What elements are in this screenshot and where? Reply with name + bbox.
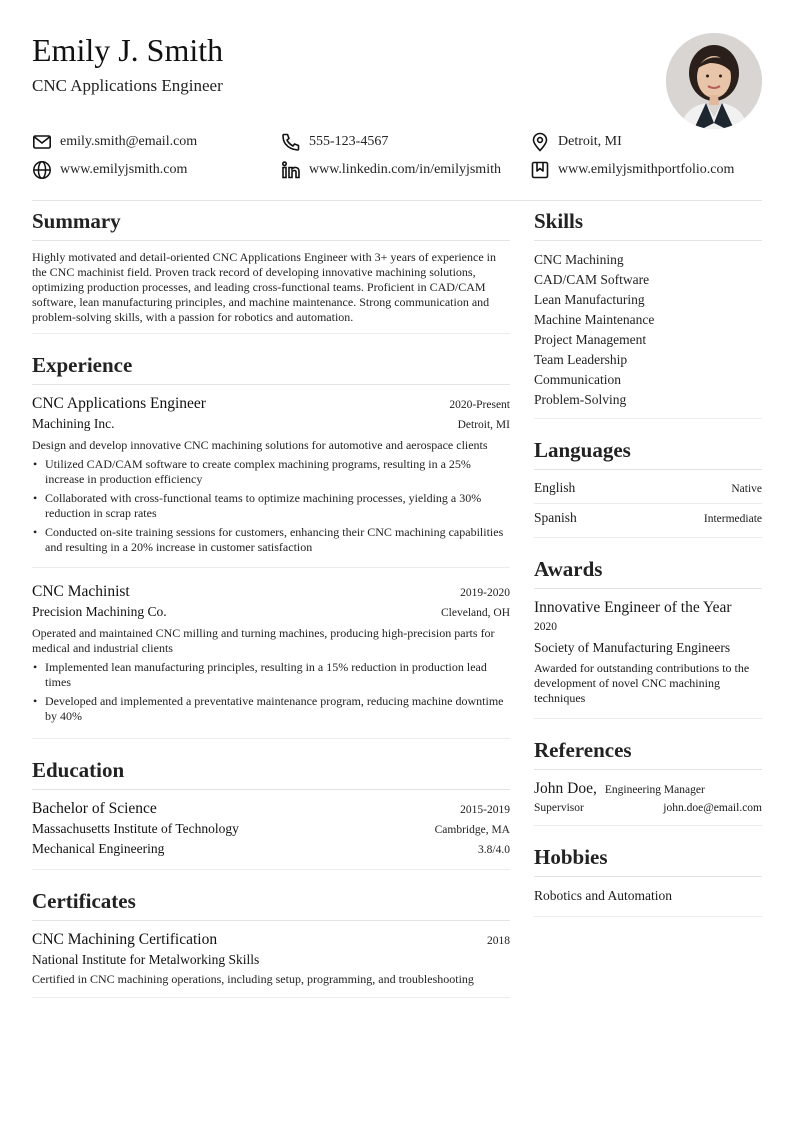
candidate-name: Emily J. Smith bbox=[32, 32, 224, 68]
hobbies-section bbox=[534, 844, 762, 917]
certificate-issuer: National Institute for Metalworking Skills bbox=[32, 952, 260, 967]
list-item: Project Management bbox=[534, 332, 647, 347]
school-name: Massachusetts Institute of Technology bbox=[32, 821, 239, 836]
list-item: Machine Maintenance bbox=[534, 312, 655, 327]
job-title: CNC Machinist bbox=[32, 583, 130, 600]
website-link: www.emilyjsmith.com bbox=[60, 162, 188, 177]
job-title: CNC Applications Engineer bbox=[32, 395, 206, 412]
section-title: Awards bbox=[534, 556, 762, 589]
job-description: Operated and maintained CNC milling and turning machines, producing high-precision parts for medical and industrial clients bbox=[32, 626, 495, 655]
section-title: Certificates bbox=[32, 888, 510, 921]
skills-list bbox=[534, 250, 762, 410]
section-title: Skills bbox=[534, 208, 762, 241]
certificate-description: Certified in CNC machining operations, including setup, programming, and troubleshooting bbox=[32, 972, 474, 986]
sidebar-column bbox=[534, 208, 762, 935]
linkedin-icon bbox=[281, 160, 301, 180]
contact-email[interactable] bbox=[32, 132, 281, 152]
contact-phone[interactable] bbox=[281, 132, 530, 152]
section-title: References bbox=[534, 737, 762, 770]
contact-website[interactable] bbox=[32, 160, 281, 180]
company-name: Machining Inc. bbox=[32, 416, 115, 431]
contact-portfolio[interactable] bbox=[530, 160, 762, 180]
header-divider bbox=[32, 200, 762, 201]
degree-name: Bachelor of Science bbox=[32, 800, 157, 817]
award-description: Awarded for outstanding contributions to the development of novel CNC machining techniques bbox=[534, 661, 750, 705]
award-year: 2020 bbox=[534, 621, 557, 633]
experience-section bbox=[32, 352, 510, 739]
email-text: emily.smith@email.com bbox=[60, 134, 198, 149]
languages-section bbox=[534, 437, 762, 538]
awards-section bbox=[534, 556, 762, 719]
envelope-icon bbox=[32, 132, 52, 152]
list-item: • Developed and implemented a preventative maintenance program, reducing machine downtime by 40% bbox=[32, 694, 510, 724]
field-of-study: Mechanical Engineering bbox=[32, 841, 165, 856]
main-column bbox=[32, 208, 510, 1016]
list-item: Robotics and Automation bbox=[534, 888, 672, 903]
references-section bbox=[534, 737, 762, 826]
linkedin-link: www.linkedin.com/in/emilyjsmith bbox=[309, 162, 501, 177]
gpa: 3.8/4.0 bbox=[478, 844, 510, 856]
bookmark-icon bbox=[530, 160, 550, 180]
candidate-title: CNC Applications Engineer bbox=[32, 76, 223, 95]
list-item: • Utilized CAD/CAM software to create complex machining programs, resulting in a 25% increase in production efficiency bbox=[32, 457, 510, 487]
list-item: • Implemented lean manufacturing principles, resulting in a 15% reduction in production lead times bbox=[32, 660, 510, 690]
achievement-list bbox=[32, 457, 510, 555]
job-location: Cleveland, OH bbox=[441, 607, 510, 619]
experience-entry bbox=[32, 567, 510, 724]
map-pin-icon bbox=[530, 132, 550, 152]
list-item: Team Leadership bbox=[534, 352, 628, 367]
list-item: CAD/CAM Software bbox=[534, 272, 650, 287]
list-item: • Collaborated with cross-functional teams to optimize machining processes, yielding a 30% reduction in scrap rates bbox=[32, 491, 510, 521]
list-item: CNC Machining bbox=[534, 252, 624, 267]
language-row bbox=[534, 474, 762, 503]
list-item: • Conducted on-site training sessions for customers, enhancing their CNC machining capabilities and resulting in a 20% increase in customer satisfaction bbox=[32, 525, 510, 555]
reference-name: John Doe, bbox=[534, 780, 597, 797]
contact-location bbox=[530, 132, 762, 152]
reference-email[interactable]: john.doe@email.com bbox=[663, 802, 762, 814]
language-name: Spanish bbox=[534, 510, 577, 525]
experience-entry bbox=[32, 394, 510, 555]
skills-section bbox=[534, 208, 762, 419]
job-dates: 2019-2020 bbox=[460, 587, 510, 599]
location-text: Detroit, MI bbox=[558, 134, 622, 149]
achievement-list bbox=[32, 660, 510, 724]
list-item: Communication bbox=[534, 372, 621, 387]
portfolio-link: www.emilyjsmithportfolio.com bbox=[558, 162, 735, 177]
language-level: Intermediate bbox=[703, 513, 762, 525]
summary-text: Highly motivated and detail-oriented CNC Applications Engineer with 3+ years of experience in the CNC machinist field. Proven track record of developing innovative machining solutions, optimizing production processes, and leading cross-functional teams. Proficient in CAD/CAM software, lean manufacturing principles, and machine maintenance. Strong communication and problem-solving skills, with a passion for robotics and automation. bbox=[32, 250, 496, 324]
education-dates: 2015-2019 bbox=[460, 804, 510, 816]
contact-grid bbox=[32, 132, 762, 180]
list-item: Problem-Solving bbox=[534, 392, 627, 407]
resume-header bbox=[32, 30, 762, 97]
award-title: Innovative Engineer of the Year bbox=[534, 599, 732, 616]
section-title: Summary bbox=[32, 208, 510, 241]
language-row bbox=[534, 503, 762, 533]
school-location: Cambridge, MA bbox=[434, 824, 510, 836]
contact-linkedin[interactable] bbox=[281, 160, 530, 180]
phone-text: 555-123-4567 bbox=[309, 134, 389, 149]
education-section bbox=[32, 757, 510, 870]
summary-section bbox=[32, 208, 510, 334]
section-title: Education bbox=[32, 757, 510, 790]
certificate-name: CNC Machining Certification bbox=[32, 931, 218, 948]
job-location: Detroit, MI bbox=[457, 419, 510, 431]
job-dates: 2020-Present bbox=[449, 399, 510, 411]
award-organization: Society of Manufacturing Engineers bbox=[534, 640, 731, 655]
language-name: English bbox=[534, 480, 576, 495]
reference-relation: Supervisor bbox=[534, 802, 584, 814]
list-item: Lean Manufacturing bbox=[534, 292, 645, 307]
certificates-section bbox=[32, 888, 510, 998]
job-description: Design and develop innovative CNC machining solutions for automotive and aerospace clients bbox=[32, 438, 488, 452]
section-title: Languages bbox=[534, 437, 762, 470]
section-title: Experience bbox=[32, 352, 510, 385]
globe-icon bbox=[32, 160, 52, 180]
reference-position: Engineering Manager bbox=[604, 784, 705, 796]
profile-photo bbox=[666, 33, 762, 129]
certificate-year: 2018 bbox=[487, 935, 510, 947]
section-title: Hobbies bbox=[534, 844, 762, 877]
phone-icon bbox=[281, 132, 301, 152]
company-name: Precision Machining Co. bbox=[32, 604, 167, 619]
language-level: Native bbox=[731, 483, 762, 495]
